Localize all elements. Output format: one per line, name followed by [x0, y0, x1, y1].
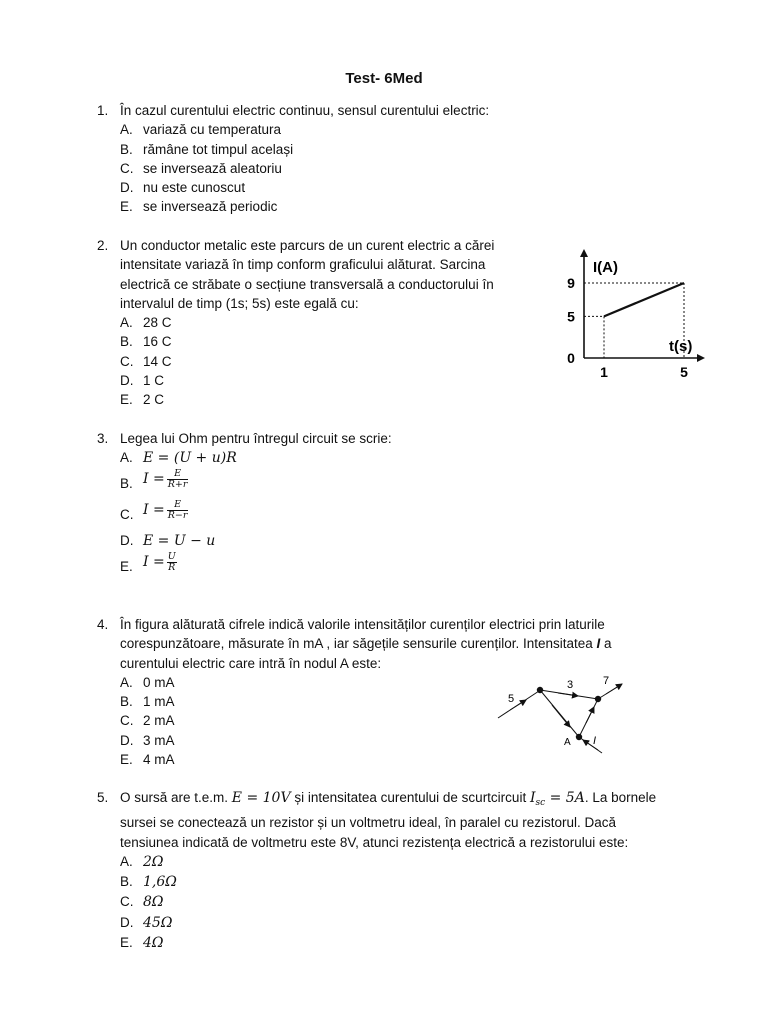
- option-d: D. 3 mA: [120, 732, 175, 748]
- label-node-a: A: [564, 737, 571, 748]
- option-a: A. variază cu temperatura: [120, 122, 282, 138]
- question-2: [97, 236, 527, 410]
- x-tick-1: 1: [600, 364, 608, 380]
- option-c: C. I = $\frac{E}{R-r}$: [120, 499, 188, 523]
- option-d: D. E = U − u: [120, 533, 216, 550]
- page-title: Test- 6Med: [345, 70, 423, 87]
- arrow-left: [552, 705, 570, 727]
- option-b: B. 16 C: [120, 334, 172, 350]
- option-a: A. 28 C: [120, 315, 172, 331]
- x-tick-5: 5: [680, 364, 688, 380]
- question-stem: Un conductor metalic este parcurs de un curent electric a cărei intensitate variază în timp conform graficului alăturat. Sarcina electrică ce străbate o secțiune transversală a conductorului în intervalul de timp (1s; 5s) este egală cu:: [120, 238, 495, 311]
- options-list: [120, 313, 527, 409]
- y-axis-label: I(A): [593, 259, 618, 276]
- formula: I =: [143, 502, 165, 519]
- series-line: [604, 283, 684, 316]
- node-right: [595, 696, 601, 702]
- question-number: 5.: [97, 790, 109, 805]
- question-number: 2.: [97, 238, 109, 253]
- formula: E = (U + u)R: [143, 450, 237, 467]
- question-number: 3.: [97, 431, 109, 446]
- question-stem: În cazul curentului electric continuu, sensul curentului electric:: [120, 103, 490, 118]
- arrow-3: [558, 693, 578, 696]
- node-top-left: [537, 687, 543, 693]
- option-d: D. 1 C: [120, 373, 165, 389]
- options-list: [120, 448, 392, 583]
- option-c: C. 2 mA: [120, 713, 175, 729]
- arrow-right: [586, 707, 594, 723]
- label-i: I: [593, 735, 597, 747]
- question-number: 4.: [97, 617, 109, 632]
- formula: E = U − u: [143, 533, 216, 550]
- option-c: C. 8Ω: [120, 894, 164, 911]
- option-c: C. 14 C: [120, 353, 172, 369]
- x-axis-label: t(s): [669, 338, 693, 355]
- question-1: [97, 101, 489, 217]
- option-e: E. 4 mA: [120, 752, 175, 768]
- option-d: D. 45Ω: [120, 914, 173, 931]
- question-number: 1.: [97, 103, 109, 118]
- circuit-node-diagram: [490, 670, 640, 755]
- option-b: B. 1,6Ω: [120, 874, 177, 891]
- current-time-chart: [555, 245, 715, 385]
- formula: I =: [143, 554, 165, 571]
- y-tick-5: 5: [567, 308, 575, 325]
- question-3: [97, 429, 392, 583]
- question-stem: Legea lui Ohm pentru întregul circuit se scrie:: [120, 431, 392, 446]
- question-stem: În figura alăturată cifrele indică valorile intensităților curenților electrici prin laturile corespunzătoare, măsurate în mA , iar săgețile sensurile curenților. Intensitatea I a curentului electric care intră în nodul A este:: [120, 617, 612, 671]
- label-5: 5: [508, 693, 515, 705]
- option-e: E. 4Ω: [120, 935, 164, 952]
- option-c: C. se inversează aleatoriu: [120, 160, 282, 176]
- label-3: 3: [567, 679, 574, 691]
- option-e: E. I = $\frac{U}{R}$: [120, 551, 176, 575]
- options-list: [120, 120, 489, 216]
- option-a: A. E = (U + u)R: [120, 450, 237, 467]
- option-d: D. nu este cunoscut: [120, 180, 246, 196]
- formula: I =: [143, 471, 165, 488]
- option-a: A. 2Ω: [120, 853, 164, 870]
- y-tick-0: 0: [567, 350, 575, 366]
- option-e: E. se inversează periodic: [120, 199, 278, 215]
- node-a: [576, 734, 582, 740]
- option-e: E. 2 C: [120, 392, 165, 408]
- options-list: [120, 852, 697, 953]
- label-7: 7: [603, 675, 610, 687]
- y-tick-9: 9: [567, 275, 575, 291]
- question-5: [97, 788, 697, 953]
- option-a: A. 0 mA: [120, 674, 175, 690]
- option-b: B. 1 mA: [120, 694, 175, 710]
- question-stem: O sursă are t.e.m. E = 10V și intensitatea curentului de scurtcircuit $I_{sc} = 5A$. La bornele sursei se conectează un rezistor și un voltmetru ideal, în paralel cu rezistorul. Dacă tensiunea indicată de voltmetru este 8V, atunci rezistența electrică a rezistorului este:: [120, 790, 657, 850]
- option-b: B. I = $\frac{E}{R+r}$: [120, 468, 188, 492]
- option-b: B. rămâne tot timpul același: [120, 141, 294, 157]
